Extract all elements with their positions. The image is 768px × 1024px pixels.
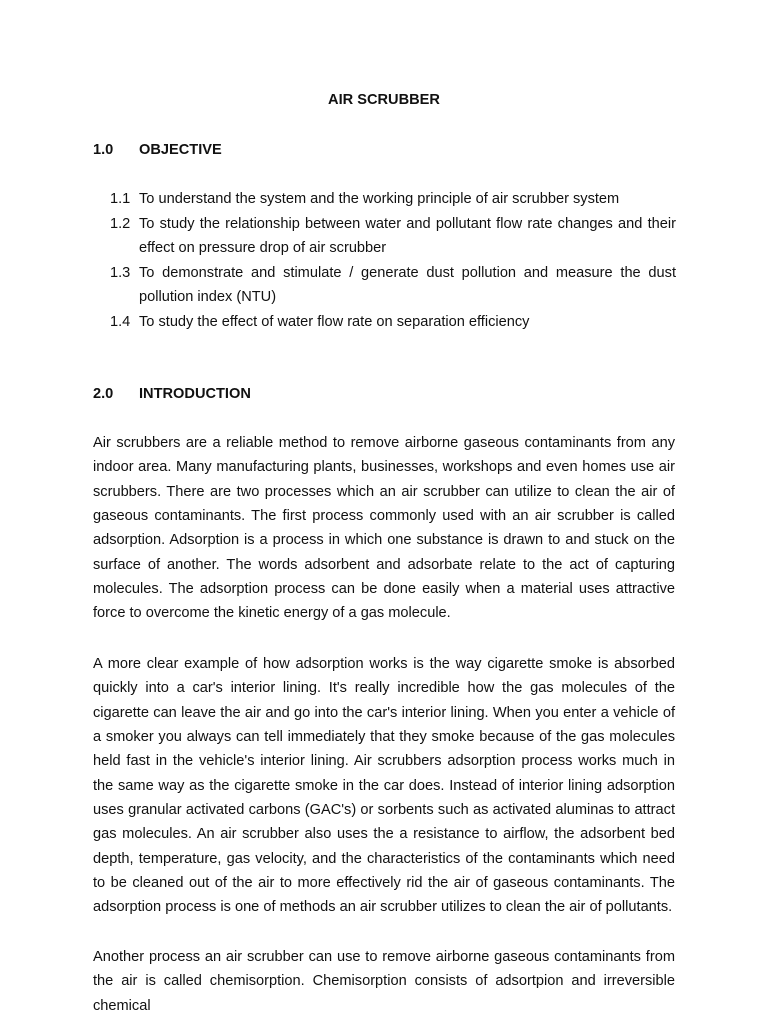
list-item bbox=[110, 187, 676, 212]
section-heading-introduction bbox=[93, 386, 251, 402]
section-heading-objective bbox=[93, 142, 222, 158]
list-item bbox=[110, 261, 676, 310]
section-number: 1.0 bbox=[93, 142, 114, 158]
section-number: 2.0 bbox=[93, 386, 114, 402]
list-item-text: To study the relationship between water and pollutant flow rate changes and their effect on pressure drop of air scrubber bbox=[139, 215, 676, 256]
list-item bbox=[110, 310, 676, 335]
list-item-text: To study the effect of water flow rate on separation efficiency bbox=[139, 313, 530, 330]
list-item-text: To demonstrate and stimulate / generate dust pollution and measure the dust pollution index (NTU) bbox=[139, 264, 676, 305]
section-title: INTRODUCTION bbox=[139, 386, 251, 402]
paragraph: A more clear example of how adsorption works is the way cigarette smoke is absorbed quickly into a car's interior lining. It's really incredible how the gas molecules of the cigarette can leave the air and go into the car's interior lining. When you enter a vehicle of a smoker you always can tell immediately that they smoke because of the gas molecules held fast in the vehicle's interior lining. Air scrubbers adsorption process works much in the same way as the cigarette smoke in the car does. Instead of interior lining adsorption uses granular activated carbons (GAC's) or sorbents such as activated aluminas to attract gas molecules. An air scrubber also uses the a resistance to airflow, the adsorbent bed depth, temperature, gas velocity, and the characteristics of the contaminants which need to be cleaned out of the air to more effectively rid the air of gaseous contaminants. The adsorption process is one of methods an air scrubber utilizes to clean the air of pollutants. bbox=[93, 656, 675, 916]
paragraph: Another process an air scrubber can use to remove airborne gaseous contaminants from the air is called chemisorption. Chemisorption consists of adsortpion and irreversible chemical bbox=[93, 949, 675, 1014]
list-item bbox=[110, 212, 676, 261]
list-item-number: 1.2 bbox=[110, 215, 131, 232]
list-item-text: To understand the system and the working principle of air scrubber system bbox=[139, 191, 620, 207]
section-title: OBJECTIVE bbox=[139, 142, 222, 158]
document-title: AIR SCRUBBER bbox=[328, 92, 440, 108]
paragraph: Air scrubbers are a reliable method to remove airborne gaseous contaminants from any indoor area. Many manufacturing plants, businesses, workshops and even homes use air scrubbers. There are two processes which an air scrubber can utilize to clean the air of gaseous contaminants. The first process commonly used with an air scrubber is called adsorption. Adsorption is a process in which one substance is drawn to and stuck on the surface of another. The words adsorbent and adsorbate relate to the act of capturing molecules. The adsorption process can be done easily when a material uses attractive force to overcome the kinetic energy of a gas molecule. bbox=[93, 435, 675, 622]
list-item-number: 1.1 bbox=[110, 191, 131, 207]
list-item-number: 1.3 bbox=[110, 264, 131, 281]
objective-list bbox=[110, 187, 676, 334]
list-item-number: 1.4 bbox=[110, 313, 131, 330]
